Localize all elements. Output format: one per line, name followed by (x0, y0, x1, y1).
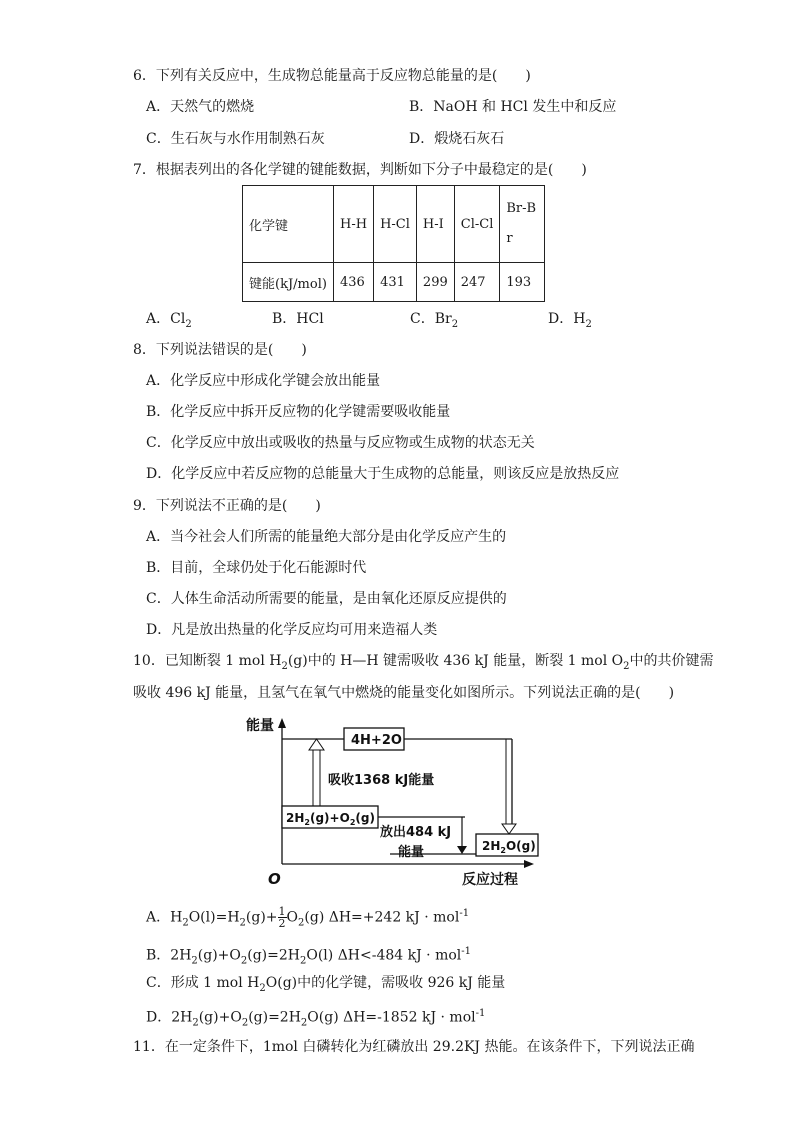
one-half-fraction: $\frac{1}{2}$ (278, 905, 286, 931)
y-axis-arrow (278, 718, 286, 728)
q6-stem: 6．下列有关反应中，生成物总能量高于反应物总能量的是( ) (133, 68, 531, 84)
q6-option-c: C．生石灰与水作用制熟石灰 (146, 131, 325, 147)
products-label: $2H_2O(g)$ (482, 839, 536, 855)
q7-option-c: C．$Br_2$ (410, 311, 459, 330)
absorb-label: 吸收1368 kJ能量 (328, 773, 435, 788)
q6-option-a: A．天然气的燃烧 (146, 99, 255, 115)
bond-table-value-row (243, 263, 545, 302)
q9-option-d: D．凡是放出热量的化学反应均可用来造福人类 (146, 622, 438, 638)
q8-option-b: B．化学反应中拆开反应物的化学键需要吸收能量 (146, 404, 451, 420)
q9-option-c: C．人体生命活动所需要的能量，是由氧化还原反应提供的 (146, 591, 507, 607)
q7-stem: 7．根据表列出的各化学键的键能数据，判断如下分子中最稳定的是( ) (133, 162, 587, 178)
bond-header-clcl: Cl-Cl (454, 186, 500, 263)
release-484-arrow (457, 846, 467, 854)
q11-stem: 11．在一定条件下，1mol 白磷转化为红磷放出 29.2KJ 热能。在该条件下，下列说法正确 (133, 1039, 695, 1055)
absorb-arrow-head (309, 739, 324, 750)
q8-stem: 8．下列说法错误的是( ) (133, 342, 307, 358)
y-axis-label: 能量 (246, 718, 274, 734)
q10-option-c: C．形成 1 mol $H_2O(g)$中的化学键，需吸收 926 kJ 能量 (146, 975, 506, 994)
origin-label: O (268, 870, 281, 888)
q8-option-c: C．化学反应中放出或吸收的热量与反应物或生成物的状态无关 (146, 435, 535, 451)
x-axis-arrow (524, 860, 534, 868)
q9-stem: 9．下列说法不正确的是( ) (133, 498, 321, 514)
release-arrow-head (502, 824, 516, 834)
bond-energy-table (242, 185, 545, 302)
q9-option-b: B．目前，全球仍处于化石能源时代 (146, 560, 367, 576)
q6-option-d: D．煅烧石灰石 (409, 131, 505, 147)
x-axis-label: 反应过程 (462, 872, 518, 888)
bond-value-clcl: 247 (454, 263, 500, 302)
q7-option-a: A．$Cl_2$ (146, 311, 192, 330)
q10-stem-line1: 10．已知断裂 1 mol $H_2(g)$中的 H—H 键需吸收 436 kJ 能量，断裂 1 mol $O_2$中的共价键需 (133, 653, 714, 672)
q10-option-a: A．$H_2O(l)=H_2(g)+$ $\frac{1}{2}$ $O_2(g)$ ΔH=+242 kJ · mol$^{-1}$ (146, 905, 470, 931)
bond-value-brbr: 193 (500, 263, 545, 302)
bond-value-hi: 299 (416, 263, 454, 302)
energy-diagram (240, 712, 540, 890)
bond-table-header-row (243, 186, 545, 263)
bond-value-hh: 436 (334, 263, 374, 302)
reactants-label: $2H_2(g)+O_2(g)$ (286, 811, 375, 827)
svg-text:4H+2O: 4H+2O (351, 733, 402, 748)
q7-option-b: B．HCl (272, 311, 324, 327)
release-label-2: 能量 (398, 845, 425, 860)
release-label-1: 放出484 kJ (380, 825, 452, 840)
q10-stem-line2: 吸收 496 kJ 能量，且氢气在氧气中燃烧的能量变化如图所示。下列说法正确的是( ) (133, 685, 675, 701)
q10-option-d: D．$2H_2(g)+O_2(g)=2H_2O(g)$ ΔH=-1852 kJ · mol$^{-1}$ (146, 1008, 486, 1029)
q8-option-a: A．化学反应中形成化学键会放出能量 (146, 373, 381, 389)
q7-option-d: D．$H_2$ (548, 311, 592, 330)
bond-header-hcl: H-Cl (374, 186, 417, 263)
bond-header-label: 化学键 (243, 186, 334, 263)
bond-value-hcl: 431 (374, 263, 417, 302)
bond-header-hh: H-H (334, 186, 374, 263)
q9-option-a: A．当今社会人们所需的能量绝大部分是由化学反应产生的 (146, 529, 507, 545)
q6-option-b: B．NaOH 和 HCl 发生中和反应 (409, 99, 617, 115)
bond-row-label: 键能(kJ/mol) (243, 263, 334, 302)
q8-option-d: D．化学反应中若反应物的总能量大于生成物的总能量，则该反应是放热反应 (146, 466, 620, 482)
bond-header-hi: H-I (416, 186, 454, 263)
bond-header-brbr: Br-Br (500, 186, 545, 263)
q10-option-b: B．$2H_2(g)+O_2(g)=2H_2O(l)$ ΔH<-484 kJ · mol$^{-1}$ (146, 946, 472, 967)
